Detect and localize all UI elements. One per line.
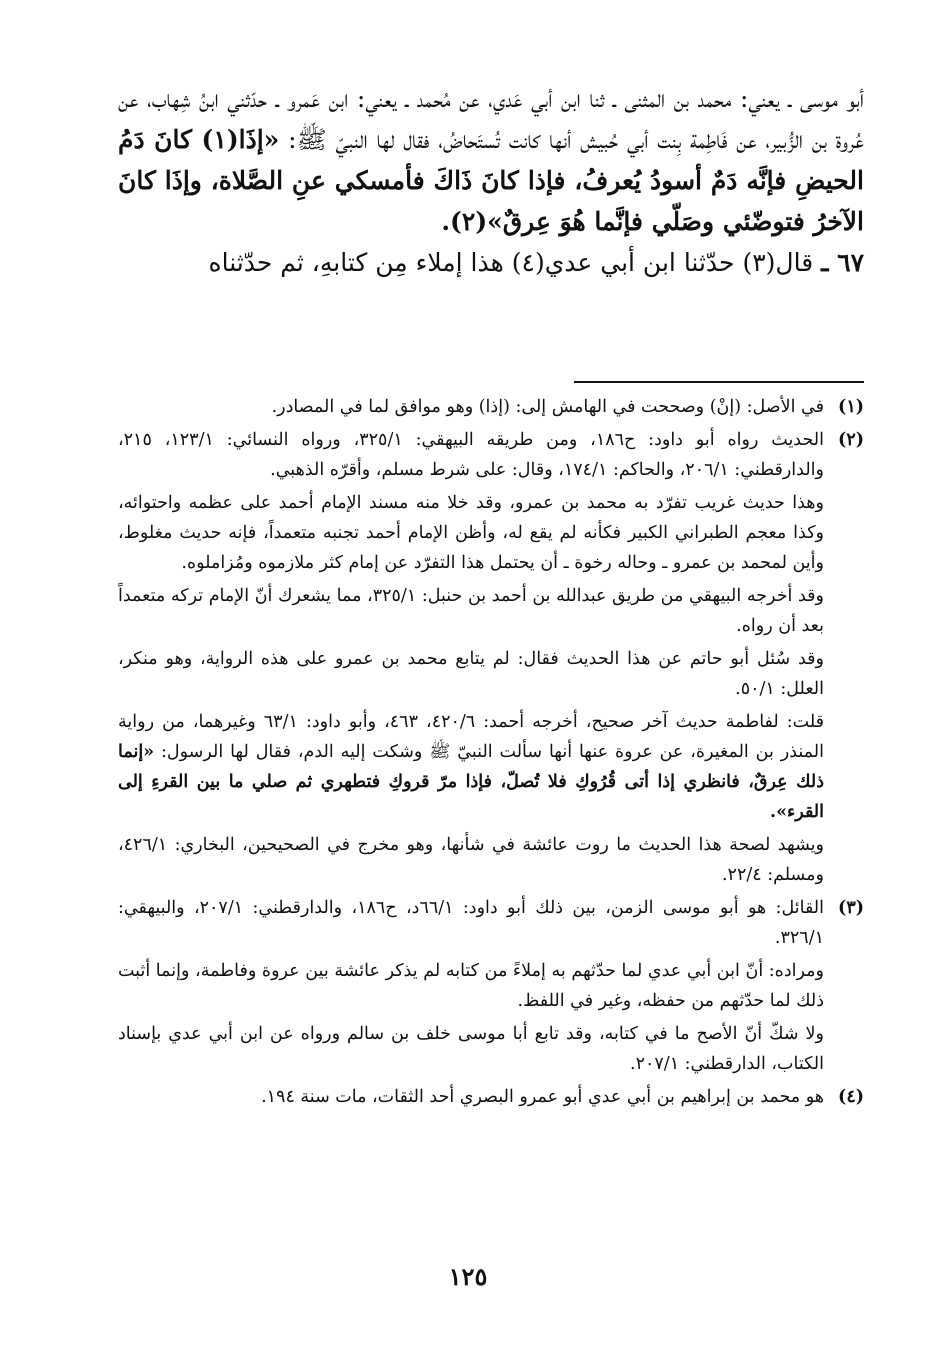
footnote-paragraph: ويشهد لصحة هذا الحديث ما روت عائشة في شأنها، وهو مخرج في الصحيحين، البخاري: ٤٢٦/١، ومسلم: ٢٢/٤. [118,835,824,885]
footnote-paragraph: وقد أخرجه البيهقي من طريق عبدالله بن أحمد بن حنبل: ٣٢٥/١، مما يشعرك أنّ الإمام تركه متعمداً بعد أن رواه. [118,586,824,636]
main-text [118,78,864,283]
footnote-1 [118,392,864,422]
footnote-paragraph: ولا شكّ أنّ الأصح ما في كتابه، وقد تابع أبا موسى خلف بن سالم ورواه عن ابن أبي عدي بإسناد الكتاب، الدارقطني: ٢٠٧/١. [118,1024,824,1074]
isnad-text: أبو موسى ـ يعني: محمد بن المثنى ـ ثنا ابن أبي عَدي، عن مُحمد ـ يعني: ابن عَمرو ـ حدّثني ابنُ شِهاب، عن عُروة بن الزُّبير، عن فَاطِمة بِنت أبي حُبيش أنها كانت تُستَحاضُ، فقال لها النبيّ ﷺ: [118,84,864,154]
footnote-paragraph: وقد سُئل أبو حاتم عن هذا الحديث فقال: لم يتابع محمد بن عمرو على هذه الرواية، وهو منكر، العلل: ٥٠/١. [118,649,824,699]
footnote-text: في الأصل: (إنْ) وصححت في الهامش إلى: (إذا) وهو موافق لما في المصادر. [271,397,824,417]
footnote-paragraph: القائل: هو أبو موسى الزمن، بين ذلك أبو داود: ٦٦/١د، ح١٨٦، والدارقطني: ٢٠٧/١، والبيهقي: ٣٢٦/١. [118,898,824,948]
footnote-number: (١) [838,397,864,417]
footnote-text: هو محمد بن إبراهيم بن أبي عدي أبو عمرو البصري أحد الثقات، مات سنة ١٩٤. [261,1087,824,1107]
hadith-quote: «إنما ذلك عِرقٌ، فانظري إذا أتى قُرُوكِ فلا تُصلّ، فإذا مرّ قروكِ فتطهري ثم صلي ما بين القرءِ إلى القرء». [118,742,824,822]
footnote-paragraph [118,707,824,827]
footnote-paragraph: الحديث رواه أبو داود: ح١٨٦، ومن طريقه البيهقي: ٣٢٥/١، ورواه النسائي: ١٢٣/١، ٢١٥، والدارقطني: ٢٠٦/١، والحاكم: ١٧٤/١، وقال: على شرط مسلم، وأقرّه الذهبي. [118,430,824,480]
footnote-2 [118,425,864,890]
footnote-number: (٣) [838,898,864,918]
footnote-4 [118,1082,864,1112]
footnotes [118,392,864,1115]
entry-text: قال(٣) حدّثنا ابن أبي عدي(٤) هذا إملاء مِن كتابهِ، ثم حدّثناه [208,248,814,277]
footnote-paragraph: وهذا حديث غريب تفرّد به محمد بن عمرو، وقد خلا منه مسند الإمام أحمد على عظمه واحتوائه، وكذا معجم الطبراني الكبير فكأنه لم يقع له، وأظن الإمام أحمد تجنبه متعمداً، فإنه حديث مغلوط، وأين لمحمد بن عمرو ـ وحاله رخوة ـ أن يحتمل هذا التفرّد عن إمام كثر ملازموه ومُزاملوه. [118,493,824,573]
footnote-number: (٢) [838,430,864,450]
entry-67 [118,242,864,283]
entry-number: ٦٧ ـ [821,248,864,277]
hadith-text: «إذَا(١) كانَ دَمُ الحيضِ فإنَّه دَمٌ أسودُ يُعرفُ، فإذا كانَ ذَاكَ فأمسكي عنِ الصَّلاة، وإذَا كانَ الآخرُ فتوضّئي وصَلّي فإنَّما هُوَ عِرقٌ»(٢). [118,125,864,236]
footnote-number: (٤) [838,1087,864,1107]
footnote-text: قلت: لفاطمة حديث آخر صحيح، أخرجه أحمد: ٤٢٠/٦، ٤٦٣، وأبو داود: ٦٣/١ وغيرهما، من رواية المنذر بن المغيرة، عن عروة عنها أنها سألت النبيّ ﷺ وشكت إليه الدم، فقال لها الرسول: [118,712,825,762]
main-paragraph [118,78,864,242]
footnote-3 [118,893,864,1079]
page-number: ١٢٥ [448,1262,488,1291]
footnote-paragraph: ومراده: أنّ ابن أبي عدي لما حدّثهم به إملاءً من كتابه لم يذكر عائشة بين عروة وفاطمة، وإنما أثبت ذلك لما حدّثهم من حفظه، وغير في اللفظ. [118,961,824,1011]
footnote-separator [574,381,864,383]
